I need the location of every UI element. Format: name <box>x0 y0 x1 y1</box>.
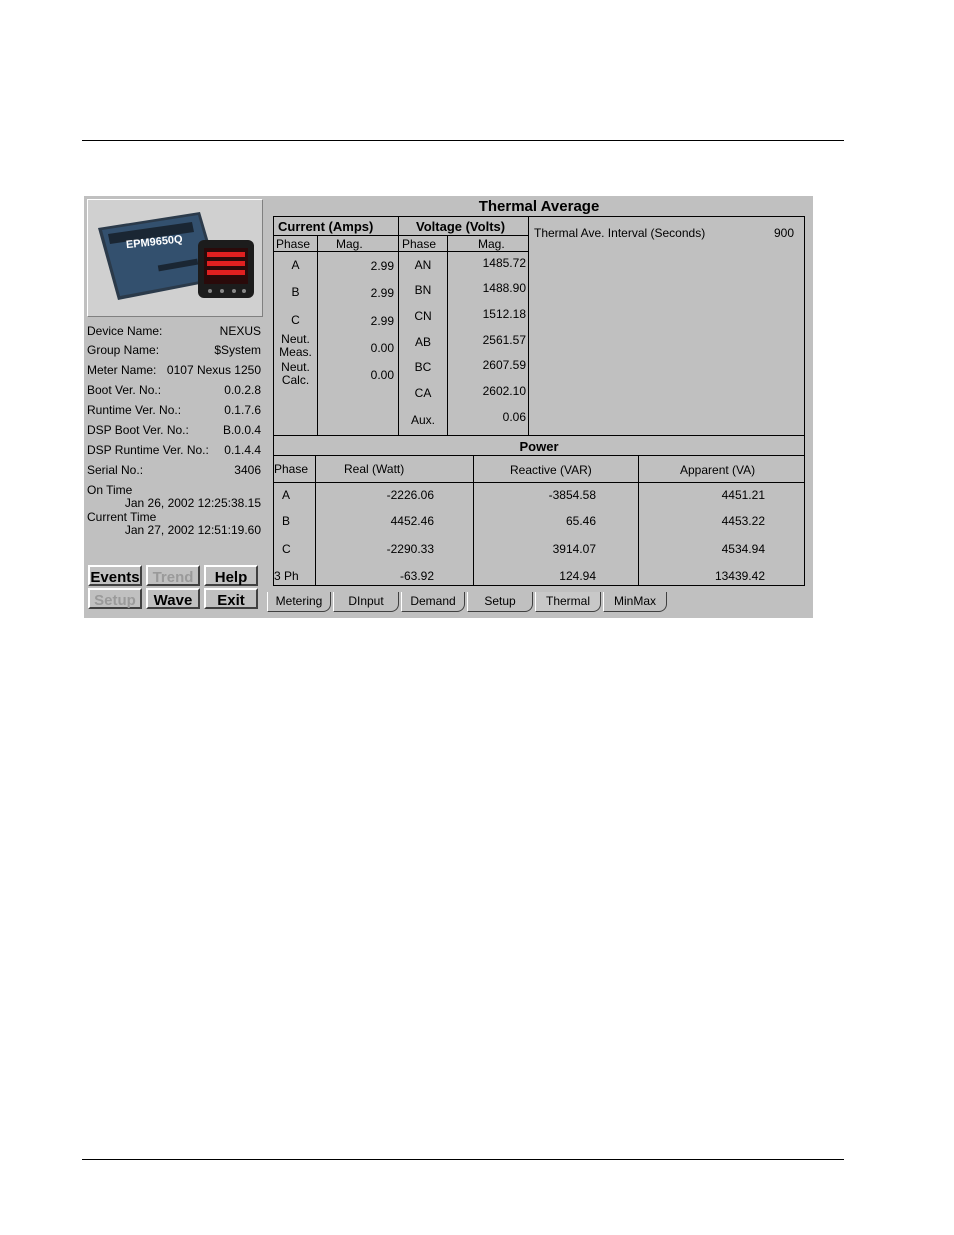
tab-demand[interactable]: Demand <box>401 592 465 612</box>
group-name-label: Group Name: <box>87 343 160 357</box>
trend-button[interactable]: Trend <box>146 565 200 586</box>
voltage-header: Voltage (Volts) <box>416 219 506 234</box>
power-phase-cell: 3 Ph <box>274 569 299 583</box>
events-button[interactable]: Events <box>88 565 142 586</box>
group-name-value: $System <box>214 343 261 357</box>
power-reactive-cell: 65.46 <box>565 514 596 528</box>
current-phase-cell: Neut. Meas. <box>279 332 312 359</box>
tab-metering[interactable]: Metering <box>267 592 331 612</box>
setup-button[interactable]: Setup <box>88 588 142 609</box>
tab-minmax[interactable]: MinMax <box>603 592 667 612</box>
help-button[interactable]: Help <box>204 565 258 586</box>
tab-dinput[interactable]: DInput <box>333 592 399 612</box>
meter-name-label: Meter Name: <box>87 363 157 377</box>
voltage-mag-header: Mag. <box>478 237 505 251</box>
power-real-cell: -63.92 <box>399 569 434 583</box>
voltage-mag-cell: 2607.59 <box>482 358 526 372</box>
power-real-cell: 4452.46 <box>390 514 434 528</box>
device-info <box>85 321 263 559</box>
meter-illustration <box>88 200 262 316</box>
power-apparent-header: Apparent (VA) <box>680 463 756 477</box>
power-reactive-cell: 3914.07 <box>552 542 596 556</box>
current-mag-cell: 2.99 <box>370 314 394 328</box>
power-phase-header: Phase <box>274 462 309 476</box>
current-mag-cell: 0.00 <box>370 368 394 382</box>
tab-thermal[interactable]: Thermal <box>535 592 601 612</box>
boot-ver-value: 0.0.2.8 <box>224 383 261 397</box>
serial-value: 3406 <box>234 463 261 477</box>
serial-label: Serial No.: <box>87 463 144 477</box>
device-name-label: Device Name: <box>87 324 163 338</box>
voltage-mag-cell: 0.06 <box>502 410 526 424</box>
page-title: Thermal Average <box>478 198 600 215</box>
power-apparent-cell: 4451.21 <box>721 488 765 502</box>
voltage-phase-cell: CA <box>414 386 432 400</box>
tab-bar <box>267 592 687 616</box>
meter-name-value: 0107 Nexus 1250 <box>166 363 261 377</box>
voltage-phase-cell: BN <box>414 283 432 297</box>
voltage-phase-cell: BC <box>414 360 432 374</box>
on-time-value: Jan 26, 2002 12:25:38.15 <box>124 496 261 510</box>
power-real-header: Real (Watt) <box>344 462 405 476</box>
current-time-value: Jan 27, 2002 12:51:19.60 <box>124 523 261 537</box>
voltage-mag-cell: 2561.57 <box>482 333 526 347</box>
button-group <box>88 565 260 613</box>
power-apparent-cell: 13439.42 <box>714 569 765 583</box>
meter-window <box>84 196 813 618</box>
interval-value: 900 <box>773 226 794 240</box>
voltage-phase-cell: AB <box>414 335 431 349</box>
device-image <box>87 199 263 317</box>
current-mag-header: Mag. <box>336 237 363 251</box>
power-reactive-header: Reactive (VAR) <box>510 463 592 477</box>
bottom-rule <box>82 1159 844 1160</box>
power-phase-cell: A <box>282 488 291 502</box>
voltage-phase-header: Phase <box>402 237 437 251</box>
device-panel <box>84 196 264 618</box>
power-real-cell: -2290.33 <box>386 542 434 556</box>
top-rule <box>82 140 844 141</box>
runtime-ver-label: Runtime Ver. No.: <box>87 403 182 417</box>
current-phase-cell: B <box>291 285 300 299</box>
current-phase-cell: A <box>291 258 300 272</box>
dsp-boot-label: DSP Boot Ver. No.: <box>87 423 189 437</box>
power-real-cell: -2226.06 <box>386 488 434 502</box>
on-time-label: On Time <box>87 483 133 497</box>
current-time-label: Current Time <box>87 510 157 524</box>
power-reactive-cell: -3854.58 <box>548 488 596 502</box>
voltage-mag-cell: 1488.90 <box>482 281 526 295</box>
boot-ver-label: Boot Ver. No.: <box>87 383 162 397</box>
voltage-mag-cell: 1512.18 <box>482 307 526 321</box>
current-phase-header: Phase <box>276 237 311 251</box>
device-name-value: NEXUS <box>219 324 261 338</box>
power-apparent-cell: 4453.22 <box>721 514 765 528</box>
voltage-phase-cell: Aux. <box>410 413 435 427</box>
thermal-panel <box>267 196 813 591</box>
power-reactive-cell: 124.94 <box>559 569 596 583</box>
voltage-mag-cell: 1485.72 <box>482 256 526 270</box>
voltage-phase-cell: CN <box>414 309 432 323</box>
dsp-runtime-value: 0.1.4.4 <box>224 443 261 457</box>
voltage-phase-cell: AN <box>414 258 432 272</box>
current-mag-cell: 0.00 <box>370 341 394 355</box>
data-grid <box>273 216 805 586</box>
dsp-runtime-label: DSP Runtime Ver. No.: <box>87 443 209 457</box>
tab-setup[interactable]: Setup <box>467 592 533 612</box>
power-phase-cell: B <box>282 514 291 528</box>
device-model-label: EPM9650Q <box>125 233 184 252</box>
current-mag-cell: 2.99 <box>370 259 394 273</box>
exit-button[interactable]: Exit <box>204 588 258 609</box>
current-phase-cell: Neut. Calc. <box>281 360 310 387</box>
runtime-ver-value: 0.1.7.6 <box>224 403 261 417</box>
power-apparent-cell: 4534.94 <box>721 542 765 556</box>
dsp-boot-value: B.0.0.4 <box>222 423 261 437</box>
current-phase-cell: C <box>291 313 300 327</box>
voltage-mag-cell: 2602.10 <box>482 384 526 398</box>
interval-label: Thermal Ave. Interval (Seconds) <box>534 226 706 240</box>
power-phase-cell: C <box>282 542 291 556</box>
current-mag-cell: 2.99 <box>370 286 394 300</box>
current-header: Current (Amps) <box>278 219 374 234</box>
power-header: Power <box>519 439 559 454</box>
wave-button[interactable]: Wave <box>146 588 200 609</box>
